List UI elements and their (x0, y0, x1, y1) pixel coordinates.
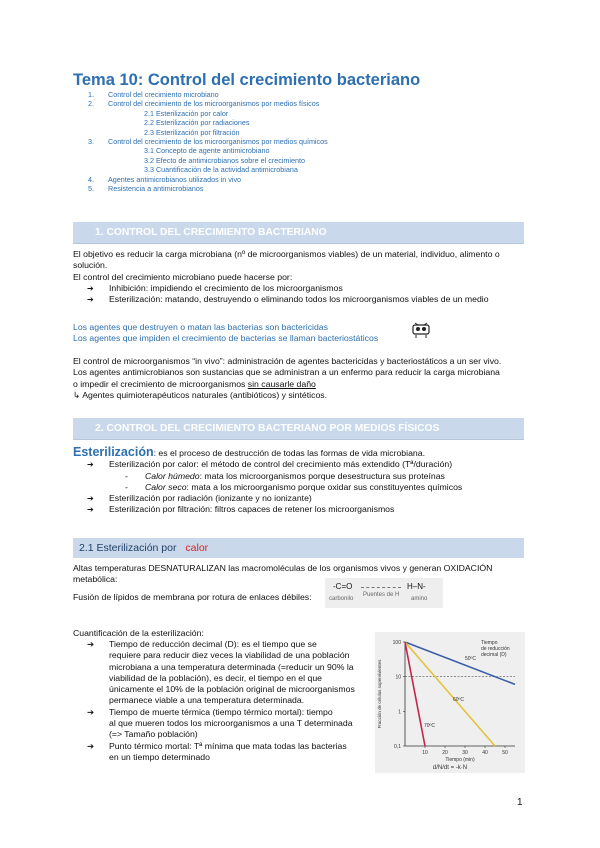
x-tick-label: 40 (482, 750, 488, 756)
amino-label: amino (411, 596, 428, 602)
x-tick-label: 20 (442, 750, 448, 756)
arrow-icon: ➔ (87, 494, 94, 504)
survival-chart-svg (375, 632, 525, 773)
section-2-1-intro (73, 563, 533, 586)
section-2-1-heading: 2.1 Esterilización por calor (73, 538, 524, 558)
arrow-icon: ➔ (87, 505, 94, 515)
bacteriostatic-definition: Los agentes que impiden el crecimiento de bacterias se llaman bacteriostáticos (73, 333, 379, 344)
arrow-icon: ➔ (87, 740, 95, 751)
paragraph: ↳ Agentes quimioterapéuticos naturales (antibióticos) y sintéticos. (73, 389, 328, 400)
series-line (405, 642, 425, 746)
series-label: 70ºC (424, 723, 435, 730)
chart-annotation: decimal (D) (481, 652, 507, 658)
paragraph: Altas temperaturas DESNATURALIZAN las macromoléculas de los organismos vivos y generan OXIDACIÓN (73, 563, 493, 573)
arrow-icon: ➔ (87, 283, 94, 293)
toc-item[interactable]: 3.3 Cuantificación de la actividad antimicrobiana (144, 165, 298, 175)
section-1-body-2 (73, 356, 533, 401)
section-2-heading: 2. CONTROL DEL CRECIMIENTO BACTERIANO POR MEDIOS FÍSICOS (73, 418, 524, 440)
x-tick-label: 30 (462, 750, 468, 756)
x-axis-label: Tiempo (min) (445, 757, 475, 763)
paragraph: Los agentes antimicrobianos son sustancias que se administran a un enfermo para reducir la carga microbiana (73, 367, 500, 378)
toc-item[interactable]: 4. Agentes antimicrobianos utilizados in vivo (88, 174, 242, 184)
amino-group: H–N- (407, 582, 426, 591)
survival-chart (375, 632, 525, 773)
paragraph: o impedir el crecimiento de microorganismos sin causarle daño (73, 378, 316, 389)
page-title: Tema 10: Control del crecimiento bacteriano (73, 71, 421, 89)
series-label: 50ºC (465, 656, 476, 663)
toc-item[interactable]: 2.1 Esterilización por calor (144, 108, 229, 118)
section-2-body (73, 447, 533, 516)
h-bond-label: Puentes de H (363, 592, 400, 598)
arrow-icon: ➔ (87, 706, 95, 717)
quant-bullet: ➔ Tiempo de reducción decimal (D): es el tiempo que se requiere para reducir diez veces la viabilidad de una población microbiana a una temperatura determinada (=reducir un 90% la viabilidad de la población), es decir, el tiempo en el que únicamente el 10% de la población original de microorganismos permanece viable a una temperatura determinada. (87, 639, 355, 706)
x-tick-label: 10 (422, 750, 428, 756)
bacteria-icon (410, 318, 432, 340)
paragraph: El control de microorganismos “in vivo”: administración de agentes bactericidas y bacteriostáticos a un ser vivo. (73, 356, 502, 366)
hydrogen-bond-figure (325, 578, 443, 608)
paragraph: El control del crecimiento microbiano puede hacerse por: (73, 271, 293, 282)
y-tick-label: 0,1 (394, 744, 401, 750)
dash-item: - Calor seco: mata a los microorganismo porque oxidar sus constituyentes químicos (125, 481, 463, 492)
toc-item[interactable]: 3.1 Concepto de agente antimicrobiano (144, 146, 270, 156)
arrow-icon: ➔ (87, 295, 94, 305)
bullet-item: ➔ Esterilización: matando, destruyendo o eliminando todos los microorganismos viables de un medio (87, 294, 489, 305)
chart-annotation: de reducción (481, 646, 510, 652)
quant-bullet: ➔ Punto térmico mortal: Tª mínima que mata todas las bacterias en un tiempo determinado (87, 740, 347, 762)
bullet-item: ➔ Esterilización por filtración: filtros capaces de retener los microorganismos (87, 504, 395, 515)
bullet-item: ➔ Esterilización por radiación (ionizante y no ionizante) (87, 493, 312, 504)
quant-bullet: ➔ Tiempo de muerte térmica (tiempo térmico mortal): tiempo al que mueren todos los microorganismos a una T determinada (=> Tamaño población) (87, 706, 353, 740)
page-number: 1 (517, 797, 523, 808)
x-tick-label: 50 (502, 750, 508, 756)
chart-annotation: Tiempo (481, 640, 498, 646)
quantification-title: Cuantificación de la esterilización: (73, 628, 204, 638)
toc-item[interactable]: 2.2 Esterilización por radiaciones (144, 118, 250, 128)
carbonyl-label: carbonilo (329, 596, 354, 602)
definitions-blue (73, 322, 378, 345)
esterilizacion-definition: Esterilización: es el proceso de destrucción de todas las formas de vida microbiana. (73, 445, 425, 459)
table-of-contents (88, 90, 328, 193)
bactericida-definition: Los agentes que destruyen o matan las bacterias son bactericidas (73, 322, 328, 332)
section-1-heading: 1. CONTROL DEL CRECIMIENTO BACTERIANO (73, 222, 524, 244)
paragraph: metabólica: (73, 574, 118, 585)
h-bond-line (361, 587, 401, 588)
series-label: 60ºC (453, 696, 464, 703)
bullet-item: ➔ Inhibición: impidiendo el crecimiento de los microorganismos (87, 282, 343, 293)
toc-item[interactable]: 3.2 Efecto de antimicrobianos sobre el crecimiento (144, 155, 306, 165)
y-tick-label: 10 (395, 674, 401, 681)
y-axis-label: Fracción de células supervivientes (377, 659, 382, 729)
y-tick-label: 1 (398, 709, 401, 716)
toc-item[interactable]: 1. Control del crecimiento microbiano (88, 90, 219, 99)
section-1-body (73, 249, 533, 305)
carbonyl-group: -C=O (333, 582, 353, 591)
toc-item[interactable]: 2.3 Esterilización por filtración (144, 127, 240, 137)
arrow-icon: ➔ (87, 460, 94, 470)
bullet-item: ➔ Esterilización por calor: el método de control del crecimiento más extendido (Tª/duración) (87, 459, 453, 470)
toc-item[interactable]: 5. Resistencia a antimicrobianos (88, 184, 204, 194)
chart-caption: d/N/dt = -k·N (432, 765, 468, 771)
toc-item[interactable]: 3. Control del crecimiento de los microorganismos por medios químicos (88, 137, 328, 147)
lipid-fusion-text: Fusión de lípidos de membrana por rotura de enlaces débiles: (73, 592, 312, 602)
quantification-list (87, 639, 377, 763)
paragraph: El objetivo es reducir la carga microbiana (nº de microorganismos viables) de un material, individuo, alimento o (73, 249, 500, 259)
y-tick-label: 100 (392, 640, 401, 646)
arrow-icon: ➔ (87, 639, 95, 649)
paragraph: solución. (73, 260, 108, 271)
dash-item: - Calor húmedo: mata los microorganismos porque desestructura sus proteínas (125, 470, 445, 481)
toc-item[interactable]: 2. Control del crecimiento de los microorganismos por medios físicos (88, 99, 320, 109)
